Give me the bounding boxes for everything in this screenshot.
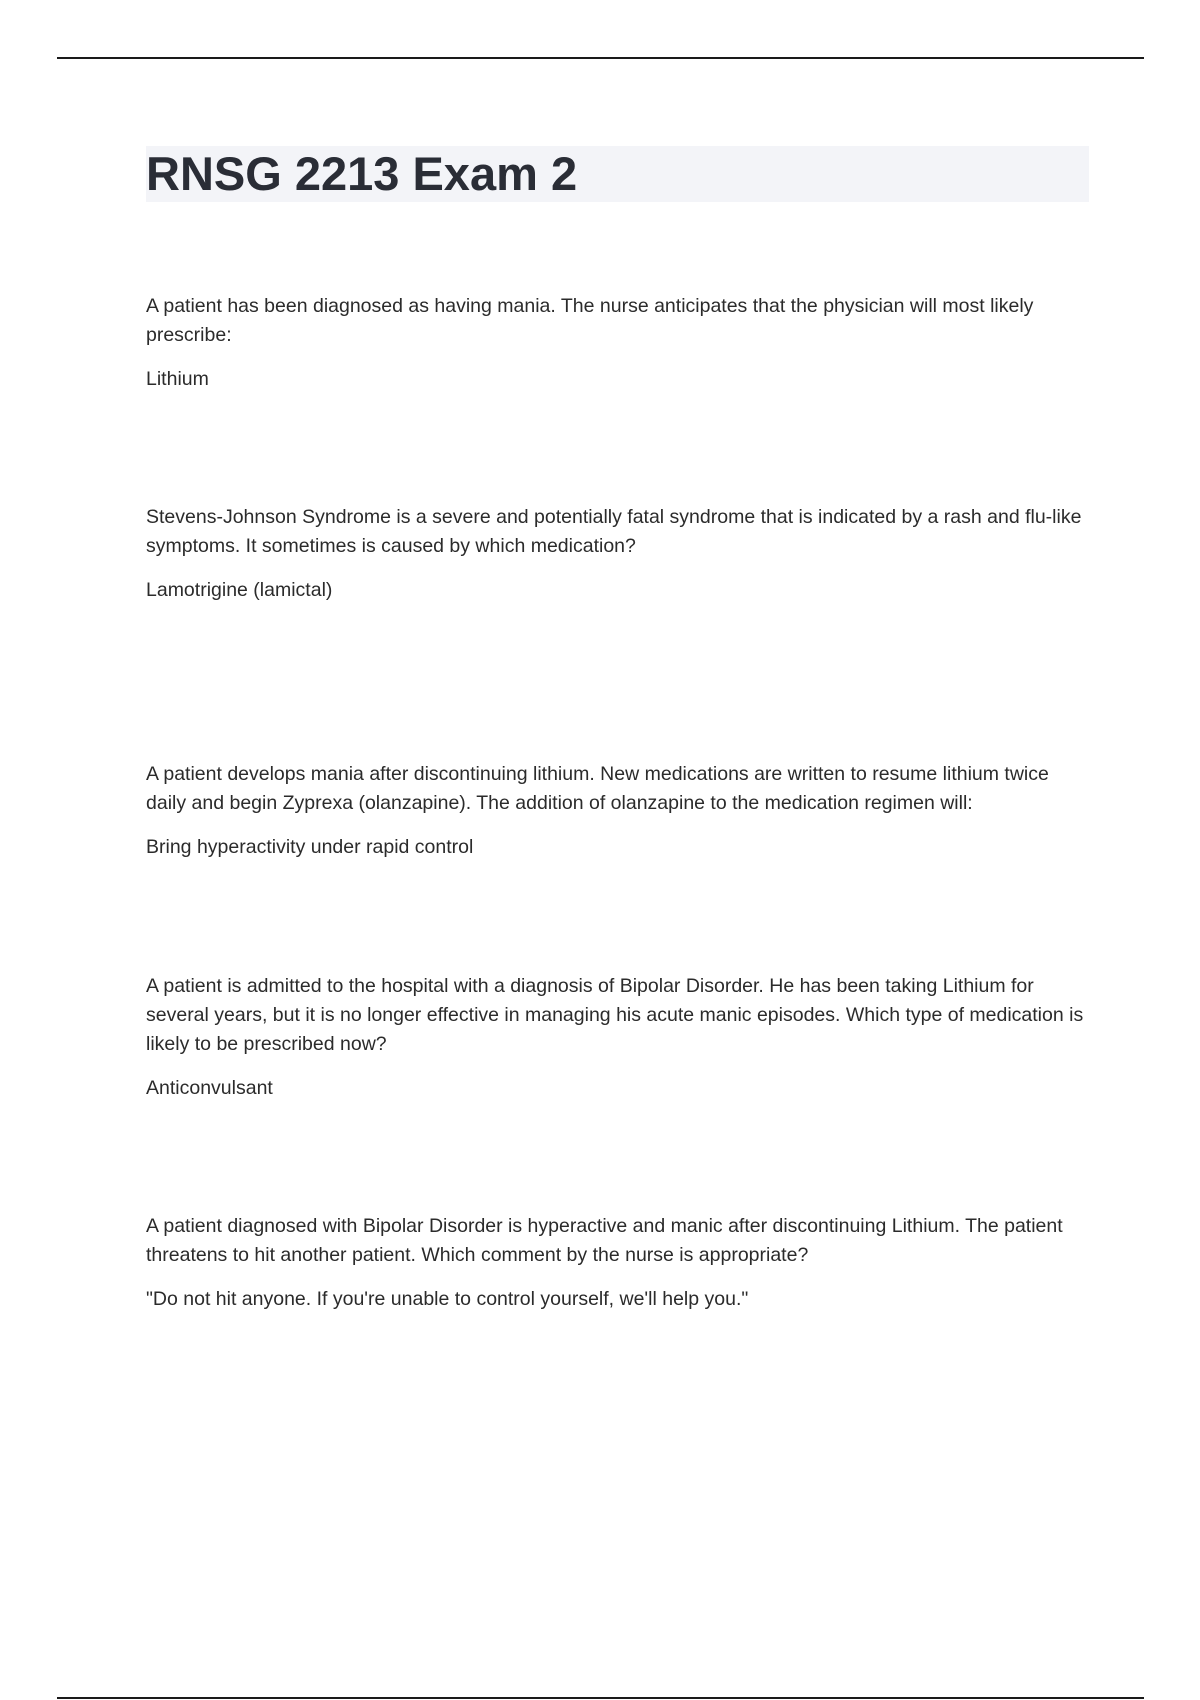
question-text: Stevens-Johnson Syndrome is a severe and potentially fatal syndrome that is indicated by a rash and flu-like symptoms. It sometimes is caused by which medication? <box>146 506 1082 557</box>
question-text: A patient diagnosed with Bipolar Disorder is hyperactive and manic after discontinuing Lithium. The patient threatens to hit another patient. Which comment by the nurse is appropriate? <box>146 1215 1063 1266</box>
page-title: RNSG 2213 Exam 2 <box>146 147 578 200</box>
question-text: A patient has been diagnosed as having mania. The nurse anticipates that the physician will most likely prescribe: <box>146 295 1034 346</box>
answer-text: "Do not hit anyone. If you're unable to control yourself, we'll help you." <box>146 1288 749 1310</box>
top-rule <box>57 57 1144 59</box>
qa-item <box>146 503 1086 605</box>
qa-item <box>146 292 1086 394</box>
qa-item <box>146 1212 1086 1314</box>
answer-text: Lithium <box>146 368 209 390</box>
answer-text: Lamotrigine (lamictal) <box>146 579 333 601</box>
qa-item <box>146 972 1086 1103</box>
question-text: A patient is admitted to the hospital with a diagnosis of Bipolar Disorder. He has been taking Lithium for several years, but it is no longer effective in managing his acute manic episodes. Which type of medication is likely to be prescribed now? <box>146 975 1084 1055</box>
answer-text: Anticonvulsant <box>146 1077 273 1099</box>
qa-item <box>146 760 1086 862</box>
bottom-rule <box>57 1697 1144 1699</box>
answer-text: Bring hyperactivity under rapid control <box>146 836 474 858</box>
question-text: A patient develops mania after discontinuing lithium. New medications are written to resume lithium twice daily and begin Zyprexa (olanzapine). The addition of olanzapine to the medication regimen will: <box>146 763 1049 814</box>
